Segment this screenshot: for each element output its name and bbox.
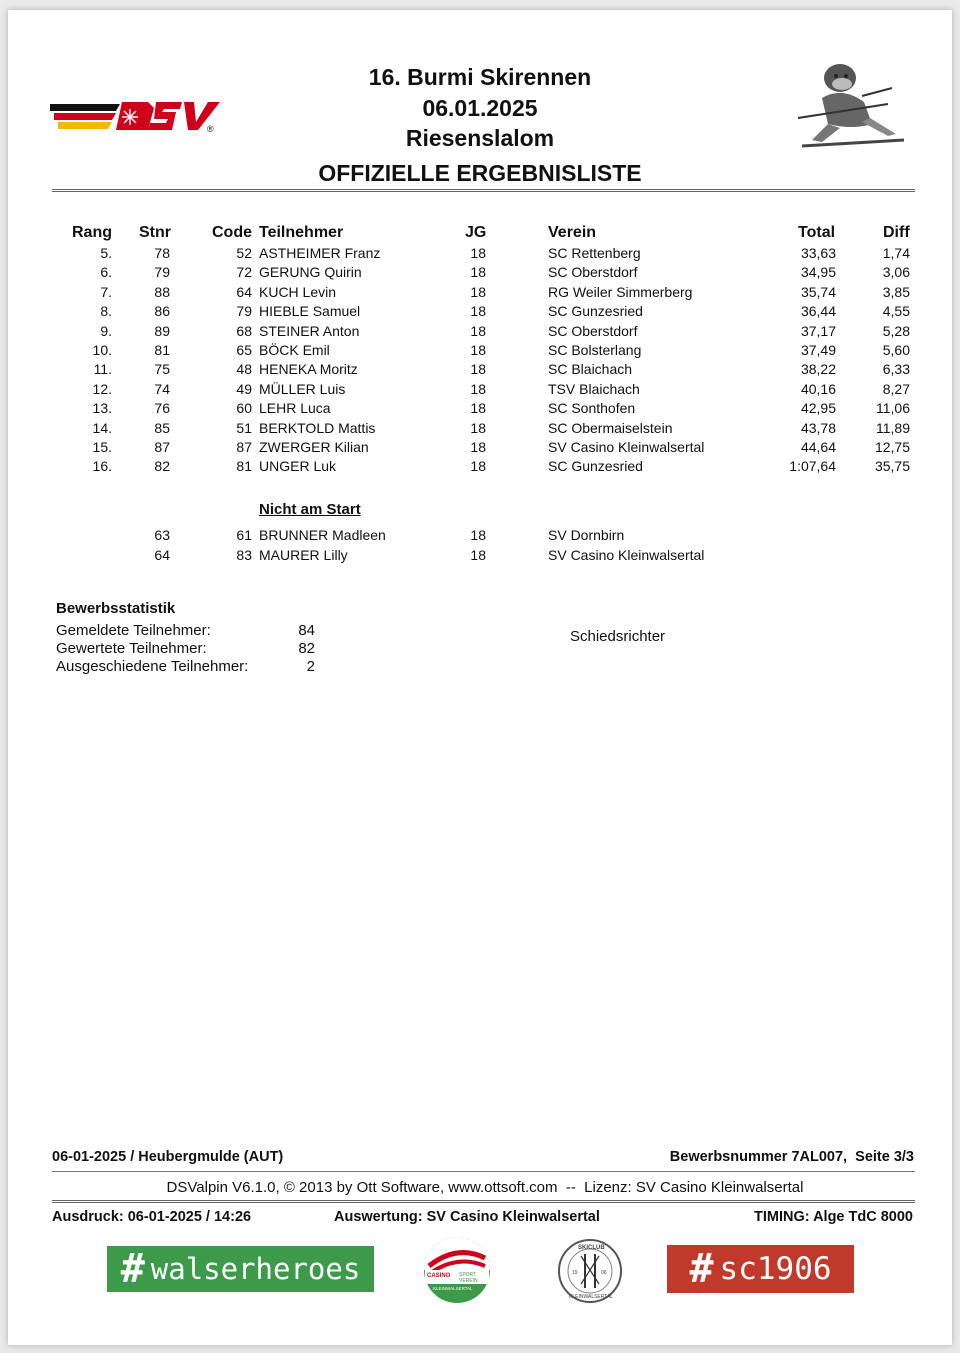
stnr-cell: 89 [154,322,170,339]
event-date: 06.01.2025 [422,95,538,121]
name-cell: STEINER Anton [259,322,360,339]
diff-cell: 5,60 [882,342,910,358]
name-cell: BÖCK Emil [259,342,330,358]
code-cell: 87 [236,439,252,455]
footer-divider-top [52,1171,915,1172]
verein-cell: SV Casino Kleinwalsertal [548,547,705,563]
table-row [0,547,960,567]
stnr-cell: 87 [154,439,170,455]
footer-software: DSValpin V6.1.0, © 2013 by Ott Software, www.ottsoft.com -- Lizenz: SV Casino Kleinwalsertal [166,1179,804,1196]
diff-cell: 3,06 [882,264,910,281]
code-cell: 64 [236,283,252,300]
code-cell: 72 [236,264,252,281]
stats-scored-label: Gewertete Teilnehmer: [56,640,207,657]
footer-evaluation: Auswertung: SV Casino Kleinwalsertal [334,1209,600,1225]
diff-cell: 4,55 [882,303,910,320]
code-cell: 52 [236,245,252,261]
verein-cell: SV Casino Kleinwalsertal [548,439,705,455]
skiclub-kleinwalsertal-logo [555,1238,625,1304]
table-row [0,420,960,440]
rang-cell: 6. [100,264,112,281]
verein-cell: TSV Blaichach [548,380,640,397]
col-code: Code [212,224,252,241]
skiclub-top-text: SKICLUB [578,1245,605,1251]
name-cell: HENEKA Moritz [259,361,358,378]
skiclub-year-right: 06 [601,1270,607,1276]
diff-cell: 5,28 [882,322,910,339]
code-cell: 83 [236,547,252,563]
stnr-cell: 82 [154,458,170,475]
footer-timing: TIMING: Alge TdC 8000 [754,1209,913,1225]
walserheroes-text: walserheroes [150,1252,361,1286]
verein-cell: SC Gunzesried [548,458,643,475]
stats-scored-value: 82 [298,640,315,657]
table-row [0,400,960,420]
table-row [0,381,960,401]
event-discipline: Riesenslalom [405,125,555,151]
diff-cell: 35,75 [874,458,910,475]
verein-cell: SV Dornbirn [548,527,625,543]
stats-out-label: Ausgeschiedene Teilnehmer: [56,658,249,675]
total-cell: 40,16 [800,380,836,397]
rang-cell: 9. [100,322,112,339]
name-cell: HIEBLE Samuel [259,303,361,320]
rang-cell: 12. [92,380,112,397]
table-row [0,458,960,478]
jg-cell: 18 [470,380,486,397]
total-cell: 37,49 [800,342,836,358]
col-stnr: Stnr [139,224,171,241]
code-cell: 49 [236,380,252,397]
table-row [0,323,960,343]
header-divider [52,189,915,192]
stnr-cell: 88 [154,283,170,300]
casino-sportverein-logo [423,1236,491,1304]
svg-text:®: ® [207,124,214,134]
jg-cell: 18 [470,245,486,261]
name-cell: UNGER Luk [259,458,337,475]
stnr-cell: 85 [154,419,170,436]
table-row [0,284,960,304]
table-row [0,264,960,284]
total-cell: 38,22 [800,361,836,378]
walserheroes-logo [107,1246,374,1292]
rang-cell: 5. [100,245,112,261]
col-jg: JG [465,224,487,241]
name-cell: LEHR Luca [259,400,331,417]
skiclub-year-left: 19 [572,1270,578,1276]
diff-cell: 11,89 [876,419,910,436]
stats-registered-value: 84 [298,622,315,639]
stnr-cell: 86 [154,303,170,320]
rang-cell: 8. [100,303,112,320]
total-cell: 1:07,64 [789,458,836,475]
total-cell: 37,17 [800,322,836,339]
rang-cell: 16. [92,458,112,475]
table-row [0,303,960,323]
col-verein: Verein [548,224,597,241]
name-cell: BRUNNER Madleen [259,527,386,543]
jg-cell: 18 [470,322,486,339]
jg-cell: 18 [470,458,486,475]
rang-cell: 13. [92,400,112,417]
code-cell: 48 [236,361,252,378]
table-row [0,527,960,547]
sc1906-logo [667,1245,854,1293]
jg-cell: 18 [470,419,486,436]
jg-cell: 18 [470,361,486,378]
name-cell: MÜLLER Luis [259,380,346,397]
total-cell: 36,44 [800,303,836,320]
rang-cell: 7. [100,283,112,300]
jg-cell: 18 [470,527,486,543]
diff-cell: 11,06 [876,400,910,417]
jg-cell: 18 [470,400,486,417]
rang-cell: 15. [92,439,112,455]
diff-cell: 8,27 [882,380,910,397]
table-row [0,361,960,381]
jg-cell: 18 [470,439,486,455]
code-cell: 61 [236,527,252,543]
jg-cell: 18 [470,303,486,320]
footer-printout: Ausdruck: 06-01-2025 / 14:26 [52,1209,252,1225]
table-row [0,245,960,265]
result-sheet [8,10,952,1345]
stnr-cell: 63 [154,527,170,543]
verein-cell: SC Obermaiselstein [548,419,673,436]
verein-cell: RG Weiler Simmerberg [548,283,693,300]
verein-cell: SC Blaichach [548,361,633,378]
skiclub-bottom-text: KLEINWALSERTAL [569,1294,614,1300]
stnr-cell: 75 [154,361,170,378]
verein-cell: SC Sonthofen [548,400,636,417]
diff-cell: 3,85 [882,283,910,300]
casino-kleinwalsertal-text: KLEINWALSERTAL [433,1286,473,1291]
sc1906-text: sc1906 [719,1251,832,1287]
list-title: OFFIZIELLE ERGEBNISLISTE [318,160,642,186]
hash-icon: # [120,1246,145,1292]
name-cell: GERUNG Quirin [259,264,362,281]
total-cell: 42,95 [800,400,836,417]
footer-date-place: 06-01-2025 / Heubergmulde (AUT) [52,1149,284,1165]
code-cell: 51 [236,419,252,436]
stats-out-value: 2 [306,658,315,675]
name-cell: MAURER Lilly [259,547,348,563]
col-teilnehmer: Teilnehmer [259,224,344,241]
event-title: 16. Burmi Skirennen [368,64,592,90]
table-row [0,342,960,362]
total-cell: 33,63 [800,245,836,261]
diff-cell: 6,33 [882,361,910,378]
stnr-cell: 76 [154,400,170,417]
jg-cell: 18 [470,547,486,563]
dns-heading: Nicht am Start [259,501,361,518]
total-cell: 43,78 [800,419,836,436]
verein-cell: SC Oberstdorf [548,322,638,339]
stnr-cell: 74 [154,380,170,397]
verein-cell: SC Bolsterlang [548,342,642,358]
code-cell: 65 [236,342,252,358]
diff-cell: 12,75 [874,439,910,455]
total-cell: 44,64 [800,439,836,455]
jg-cell: 18 [470,283,486,300]
rang-cell: 11. [93,361,112,378]
stnr-cell: 78 [154,245,170,261]
total-cell: 34,95 [800,264,836,281]
code-cell: 81 [236,458,252,475]
verein-cell: SC Rettenberg [548,245,641,261]
casino-sport-text: SPORT [459,1272,477,1278]
name-cell: ASTHEIMER Franz [259,245,381,261]
code-cell: 79 [236,303,252,320]
stnr-cell: 81 [154,342,170,358]
stats-heading: Bewerbsstatistik [56,600,176,617]
footer-divider-bottom [52,1200,915,1203]
jg-cell: 18 [470,342,486,358]
stnr-cell: 64 [154,547,170,563]
hash-icon: # [689,1246,714,1292]
col-rang: Rang [72,224,112,241]
name-cell: ZWERGER Kilian [259,439,369,455]
code-cell: 60 [236,400,252,417]
casino-verein-text: VEREIN [459,1278,478,1284]
diff-cell: 1,74 [882,245,910,261]
col-diff: Diff [883,224,910,241]
verein-cell: SC Gunzesried [548,303,643,320]
casino-text: CASINO [427,1273,451,1279]
name-cell: BERKTOLD Mattis [259,419,376,436]
table-row [0,439,960,459]
stats-registered-label: Gemeldete Teilnehmer: [56,622,211,639]
code-cell: 68 [236,322,252,339]
total-cell: 35,74 [800,283,836,300]
rang-cell: 10. [92,342,112,358]
referee-label: Schiedsrichter [570,628,666,645]
footer-competition: Bewerbsnummer 7AL007, Seite 3/3 [669,1149,914,1165]
col-total: Total [798,224,836,241]
jg-cell: 18 [470,264,486,281]
stnr-cell: 79 [154,264,170,281]
verein-cell: SC Oberstdorf [548,264,638,281]
rang-cell: 14. [92,419,112,436]
name-cell: KUCH Levin [259,283,337,300]
